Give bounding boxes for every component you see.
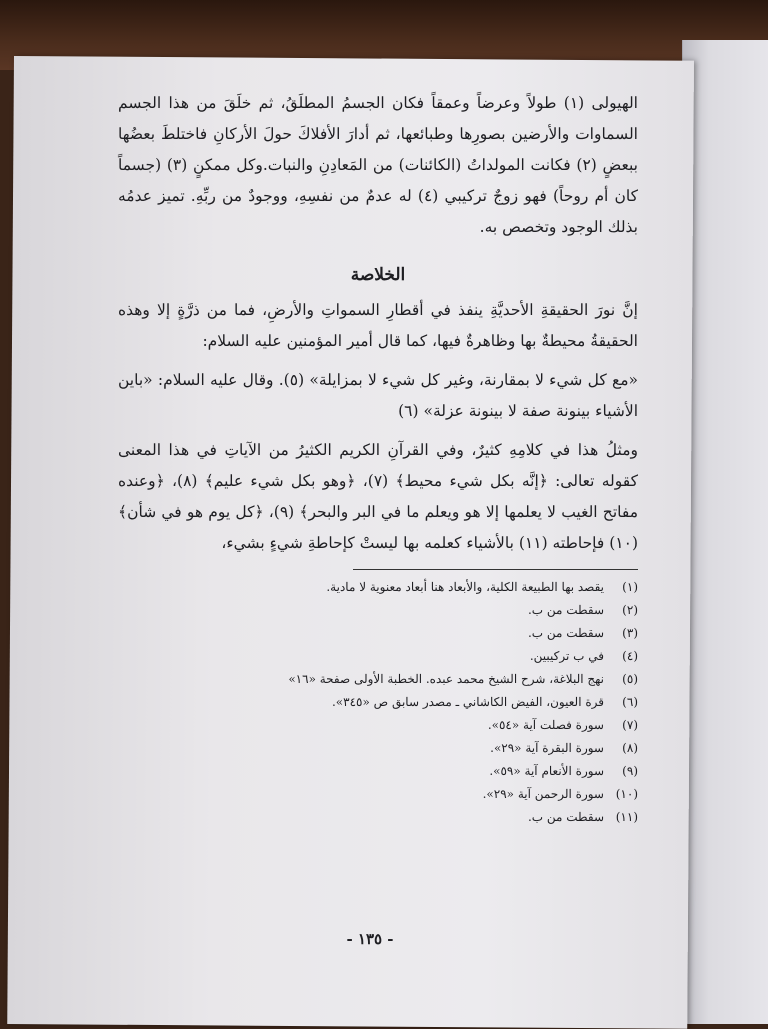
footnote-divider <box>353 569 638 570</box>
footnote-number: (٤) <box>622 649 638 663</box>
footnote-number: (٣) <box>622 626 638 640</box>
summary-paragraph-1: إنَّ نورَ الحقيقةِ الأحديَّةِ ينفذ في أقطارِ السمواتِ والأرضِ، فما من ذرَّةٍ إلا وهذه الحقيقةُ محيطةٌ بها وظاهرةٌ فيها، كما قال أمير المؤمنين عليه السلام: <box>118 301 638 350</box>
footnote-text: سقطت من ب. <box>527 603 604 617</box>
footnote-number: (٥) <box>622 672 638 686</box>
footnote <box>118 714 638 737</box>
footnote-text: سقطت من ب. <box>527 810 604 824</box>
footnote-text: نهج البلاغة، شرح الشيخ محمد عبده. الخطبة الأولى صفحة «١٦» <box>288 672 604 686</box>
footnote-text: سقطت من ب. <box>527 626 604 640</box>
adjacent-page-edge <box>682 40 768 1024</box>
footnote-text: في ب تركيبين. <box>529 649 604 663</box>
footnote-text: سورة الرحمن آية «٢٩». <box>482 787 604 801</box>
summary-paragraph-2: «مع كل شيء لا بمقارنة، وغير كل شيء لا بمزايلة» (٥). وقال عليه السلام: «باين الأشياء بينونة صفة لا بينونة عزلة» (٦) <box>118 371 638 420</box>
footnote-text: يقصد بها الطبيعة الكلية، والأبعاد هنا أبعاد معنوية لا مادية. <box>326 580 604 594</box>
summary-paragraph-3: ومثلُ هذا في كلامِهِ كثيرٌ، وفي القرآنِ الكريم الكثيرُ من الآياتِ في هذا المعنى كقوله تعالى: ﴿إنَّه بكل شيء محيط﴾ (٧)، ﴿وهو بكل شيء عليم﴾ (٨)، ﴿وعنده مفاتح الغيب لا يعلمها إلا هو ويعلم ما في البر والبحر﴾ (٩)، ﴿كل يوم هو في شأن﴾ (١٠) فإحاطته (١١) بالأشياء كعلمه بها ليستْ كإحاطةِ شيءٍ بشيء، <box>118 441 638 552</box>
footnote-number: (١٠) <box>615 787 638 801</box>
footnote-number: (٢) <box>622 603 638 617</box>
footnote-number: (٨) <box>622 741 638 755</box>
footnote <box>118 806 638 829</box>
footnote-number: (٩) <box>622 764 638 778</box>
section-heading: الخلاصة <box>350 265 406 285</box>
page-content <box>118 88 638 829</box>
footnote-number: (٧) <box>622 718 638 732</box>
footnote-text: قرة العيون، الفيض الكاشاني ـ مصدر سابق ص «٣٤٥». <box>331 695 604 709</box>
footnote <box>118 599 638 622</box>
footnote <box>118 576 638 599</box>
footnote-text: سورة فصلت آية «٥٤». <box>487 718 604 732</box>
footnote <box>118 645 638 668</box>
footnote <box>118 737 638 760</box>
footnote-text: سورة البقرة آية «٢٩». <box>490 741 604 755</box>
opening-paragraph: الهيولى (١) طولاً وعرضاً وعمقاً فكان الجسمُ المطلَقُ، ثم خلَقَ من هذا الجسم السماوات والأرضين بصورِها وطبائعها، ثم أدارَ الأفلاكَ حولَ الأركانِ فاختلطَ بعضُها ببعضٍ (٢) فكانت المولداتُ (الكائنات) من المَعادِنِ والنبات.وكل ممكنٍ (٣) (جسماً كان أم روحاً) فهو زوجٌ تركيبي (٤) له عدمٌ من نفسِهِ، ووجودٌ من ربِّهِ. تميز عدمُه بذلك الوجود وتخصص به. <box>118 94 638 236</box>
footnote <box>118 760 638 783</box>
page-number: - ١٣٥ - <box>346 930 394 948</box>
footnote-number: (٦) <box>622 695 638 709</box>
footnote <box>118 622 638 645</box>
footnotes-list <box>118 576 638 829</box>
footnote <box>118 691 638 714</box>
footnote <box>118 783 638 806</box>
footnote-number: (١) <box>622 580 638 594</box>
footnote-number: (١١) <box>615 810 638 824</box>
footnote-text: سورة الأنعام آية «٥٩». <box>489 764 604 778</box>
footnote <box>118 668 638 691</box>
